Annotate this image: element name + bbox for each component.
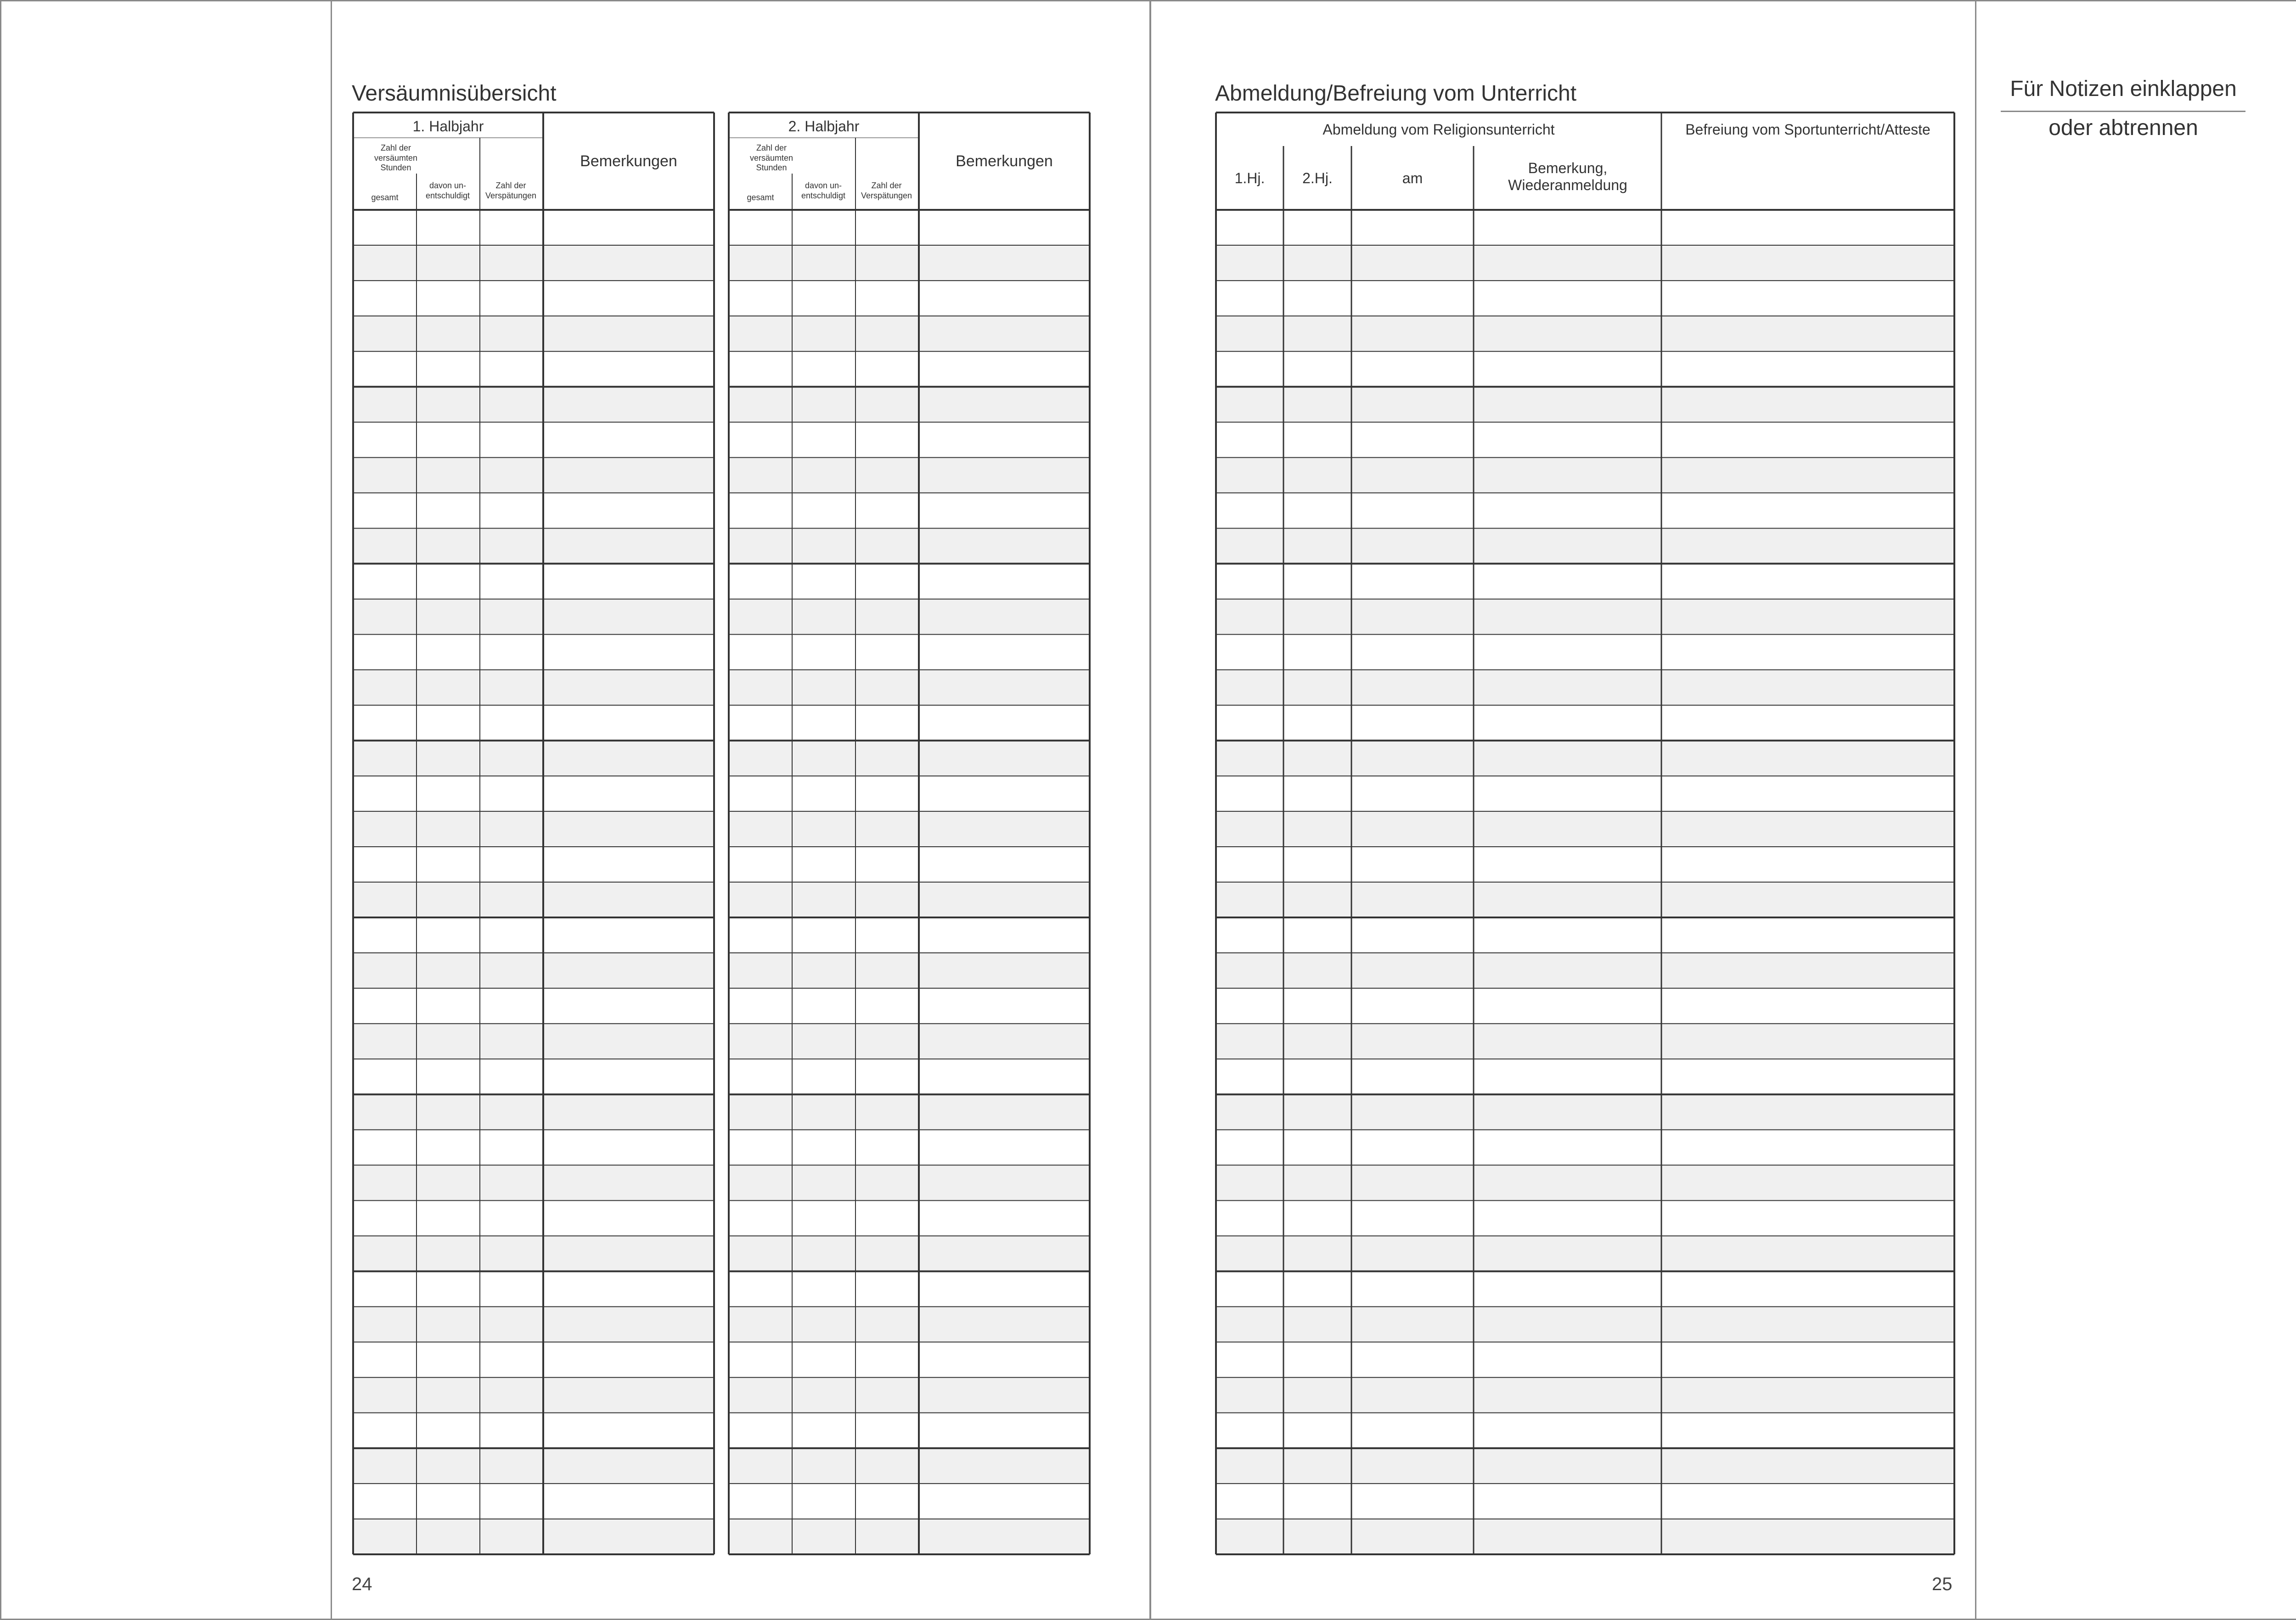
halbjahr-2-table-shaded-row	[729, 599, 1090, 635]
abmeldung-table-shaded-row	[1216, 245, 1954, 281]
halbjahr-2-table-shaded-row	[729, 882, 1090, 917]
abmeldung-table-shaded-row	[1216, 387, 1954, 422]
half-year-1-col-unexcused: davon un- entschuldigt	[425, 181, 470, 200]
halbjahr-2-table-shaded-row	[729, 741, 1090, 776]
left-page-number: 24	[352, 1574, 372, 1594]
half-year-2-title: 2. Halbjahr	[788, 118, 860, 135]
abmeldung-table-shaded-row	[1216, 1094, 1954, 1130]
halbjahr-1-table-shaded-row	[353, 1165, 714, 1200]
halbjahr-1-table-shaded-row	[353, 811, 714, 847]
half-year-2-col-total: gesamt	[747, 193, 774, 202]
halbjahr-1-table-shaded-row	[353, 670, 714, 705]
half-year-1-col-total: gesamt	[371, 193, 399, 202]
abmeldung-table-shaded-row	[1216, 1165, 1954, 1200]
abmeldung-table-shaded-row	[1216, 741, 1954, 776]
abmeldung-table-shaded-row	[1216, 528, 1954, 563]
halbjahr-1-table-shaded-row	[353, 387, 714, 422]
half-year-2-col-unexcused: davon un- entschuldigt	[801, 181, 846, 200]
halbjahr-2-table-shaded-row	[729, 1165, 1090, 1200]
right-page-number: 25	[1932, 1574, 1953, 1594]
abmeldung-table-shaded-row	[1216, 599, 1954, 635]
halbjahr-2-table-shaded-row	[729, 953, 1090, 988]
halbjahr-2-table-shaded-row	[729, 1519, 1090, 1554]
halbjahr-1-table-shaded-row	[353, 741, 714, 776]
half-year-1-col-remarks: Bemerkungen	[580, 152, 677, 170]
abmeldung-table-shaded-row	[1216, 953, 1954, 988]
abmeldung-table-shaded-row	[1216, 457, 1954, 493]
abmeldung-table-shaded-row	[1216, 1519, 1954, 1554]
notes-line-2: oder abtrennen	[2048, 116, 2198, 140]
halbjahr-1-table-shaded-row	[353, 1094, 714, 1130]
halbjahr-2-table-shaded-row	[729, 1236, 1090, 1271]
half-year-1-col-late: Zahl der Verspätungen	[485, 181, 537, 200]
halbjahr-1-table-shaded-row	[353, 599, 714, 635]
half-year-1-hours-group: Zahl der versäumten Stunden	[374, 143, 418, 173]
abmeldung-table-shaded-row	[1216, 882, 1954, 917]
halbjahr-2-table-shaded-row	[729, 1024, 1090, 1059]
halbjahr-1-table-shaded-row	[353, 1236, 714, 1271]
religion-group-header: Abmeldung vom Religionsunterricht	[1322, 121, 1555, 138]
halbjahr-2-table-shaded-row	[729, 1378, 1090, 1413]
halbjahr-2-table-shaded-row	[729, 387, 1090, 422]
halbjahr-1-table-shaded-row	[353, 1519, 714, 1554]
halbjahr-1-table-shaded-row	[353, 882, 714, 917]
halbjahr-2-table-shaded-row	[729, 316, 1090, 351]
halbjahr-2-table-shaded-row	[729, 528, 1090, 563]
abmeldung-table-shaded-row	[1216, 316, 1954, 351]
halbjahr-1-table-shaded-row	[353, 457, 714, 493]
notes-line-1: Für Notizen einklappen	[2010, 77, 2237, 101]
halbjahr-1-table-shaded-row	[353, 1378, 714, 1413]
abmeldung-table-shaded-row	[1216, 1378, 1954, 1413]
col-remark: Bemerkung, Wiederanmeldung	[1508, 160, 1627, 193]
halbjahr-2-table-shaded-row	[729, 457, 1090, 493]
sports-group-header: Befreiung vom Sportunterricht/Atteste	[1685, 121, 1930, 138]
halbjahr-2-table-shaded-row	[729, 670, 1090, 705]
halbjahr-2-table-shaded-row	[729, 1094, 1090, 1130]
col-am: am	[1402, 170, 1423, 186]
halbjahr-2-table-shaded-row	[729, 811, 1090, 847]
abmeldung-table-shaded-row	[1216, 1448, 1954, 1484]
halbjahr-1-table-shaded-row	[353, 528, 714, 563]
abmeldung-table-shaded-row	[1216, 1307, 1954, 1342]
half-year-2-col-late: Zahl der Verspätungen	[861, 181, 912, 200]
halbjahr-1-table-shaded-row	[353, 316, 714, 351]
halbjahr-2-table-shaded-row	[729, 1307, 1090, 1342]
left-page-title: Versäumnisübersicht	[352, 81, 557, 106]
col-hj2: 2.Hj.	[1302, 170, 1333, 186]
halbjahr-1-table-shaded-row	[353, 1448, 714, 1484]
halbjahr-2-table-shaded-row	[729, 1448, 1090, 1484]
abmeldung-table-shaded-row	[1216, 1024, 1954, 1059]
col-hj1: 1.Hj.	[1234, 170, 1265, 186]
abmeldung-table-shaded-row	[1216, 811, 1954, 847]
halbjahr-1-table-shaded-row	[353, 245, 714, 281]
halbjahr-1-table-shaded-row	[353, 953, 714, 988]
half-year-2-hours-group: Zahl der versäumten Stunden	[749, 143, 793, 173]
halbjahr-2-table-shaded-row	[729, 245, 1090, 281]
half-year-1-title: 1. Halbjahr	[412, 118, 484, 135]
half-year-2-col-remarks: Bemerkungen	[956, 152, 1053, 170]
halbjahr-1-table-shaded-row	[353, 1024, 714, 1059]
right-page-title: Abmeldung/Befreiung vom Unterricht	[1215, 81, 1577, 106]
halbjahr-1-table-shaded-row	[353, 1307, 714, 1342]
abmeldung-table-shaded-row	[1216, 1236, 1954, 1271]
abmeldung-table-shaded-row	[1216, 670, 1954, 705]
